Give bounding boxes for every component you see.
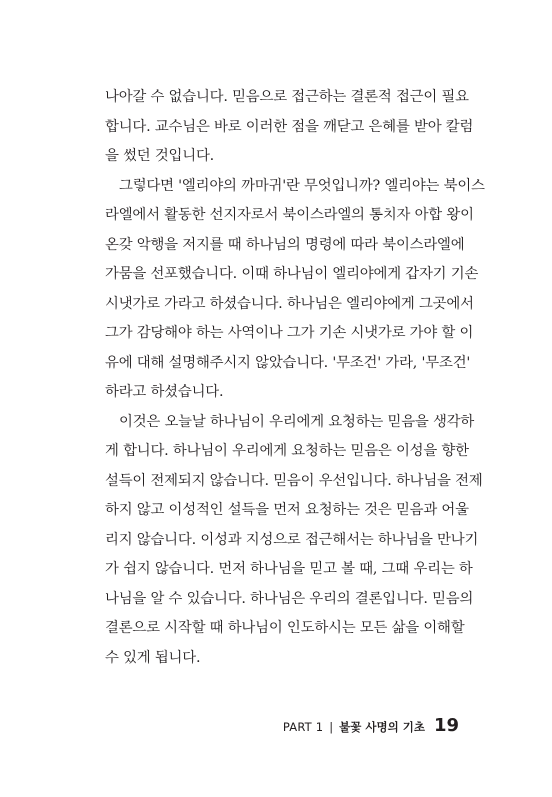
- text-line: 그가 감당해야 하는 사역이나 그가 기손 시냇가로 가야 할 이: [105, 325, 474, 341]
- text-line: 시냇가로 가라고 하셨습니다. 하나님은 엘리야에게 그곳에서: [105, 295, 474, 312]
- text-line: 합니다. 교수님은 바로 이러한 점을 깨닫고 은혜를 받아 칼럼: [105, 118, 474, 135]
- paragraph: [105, 408, 483, 674]
- paragraph: [105, 83, 474, 172]
- text-line: 나아갈 수 없습니다. 믿음으로 접근하는 결론적 접근이 필요: [105, 89, 469, 105]
- running-footer: [283, 715, 459, 736]
- body-text: [105, 83, 485, 673]
- text-line: 하지 않고 이성적인 설득을 먼저 요청하는 것은 믿음과 어울: [105, 502, 469, 518]
- text-line: 나님을 알 수 있습니다. 하나님은 우리의 결론입니다. 믿음의: [105, 590, 474, 607]
- text-line: 온갖 악행을 저지를 때 하나님의 명령에 따라 북이스라엘에: [105, 236, 465, 253]
- text-line: 결론으로 시작할 때 하나님이 인도하시는 모든 삶을 이해할: [105, 620, 465, 636]
- part-label: PART 1: [282, 720, 324, 734]
- footer-separator: |: [329, 720, 334, 734]
- text-line: 리지 않습니다. 이성과 지성으로 접근해서는 하나님을 만나기: [105, 531, 479, 548]
- text-line: 이것은 오늘날 하나님이 우리에게 요청하는 믿음을 생각하: [119, 413, 475, 430]
- text-line: 설득이 전제되지 않습니다. 믿음이 우선입니다. 하나님을 전제: [105, 472, 483, 489]
- text-line: 유에 대해 설명해주시지 않았습니다. '무조건' 가라, '무조건': [105, 354, 471, 371]
- text-line: 하라고 하셨습니다.: [105, 384, 224, 400]
- text-line: 수 있게 됩니다.: [105, 649, 201, 666]
- page-number: 19: [433, 715, 459, 736]
- chapter-title: 불꽃 사명의 기초: [339, 720, 425, 734]
- text-line: 가뭄을 선포했습니다. 이때 하나님이 엘리야에게 갑자기 기손: [105, 266, 479, 282]
- text-line: 가 쉽지 않습니다. 먼저 하나님을 믿고 볼 때, 그때 우리는 하: [105, 561, 473, 577]
- paragraph: [105, 172, 485, 408]
- text-line: 그렇다면 '엘리야의 까마귀'란 무엇입니까? 엘리야는 북이스: [119, 177, 485, 194]
- text-line: 라엘에서 활동한 선지자로서 북이스라엘의 통치자 아합 왕이: [105, 207, 474, 223]
- text-line: 게 합니다. 하나님이 우리에게 요청하는 믿음은 이성을 향한: [105, 443, 469, 459]
- text-line: 을 썼던 것입니다.: [105, 148, 215, 164]
